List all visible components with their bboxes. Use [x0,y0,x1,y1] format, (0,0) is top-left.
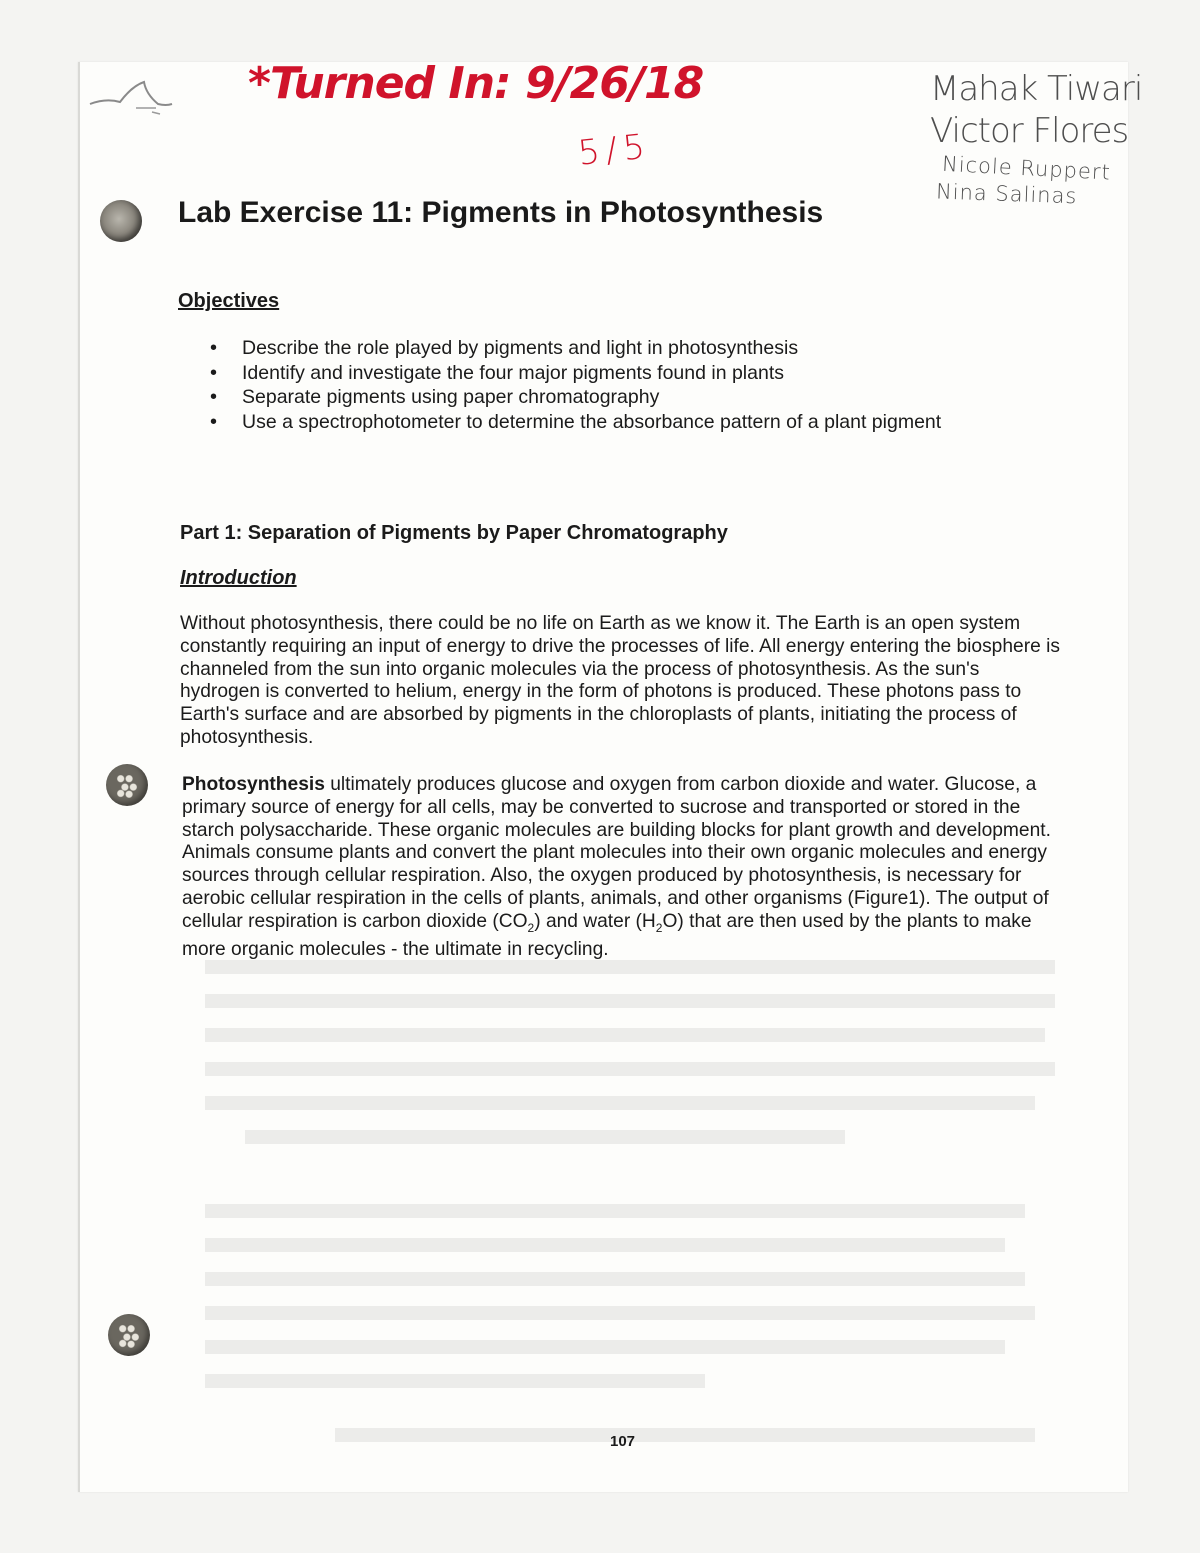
paragraph-text: ultimately produces glucose and oxygen from carbon dioxide and water. Glucose, a primary source of energy for all cells, may be converted to sucrose and transported or stored in the starch polysaccharide. These organic molecules are building blocks for plant growth and development. Animals consume plants and convert the plant molecules into their own organic molecules and energy sources through cellular respiration. Also, the oxygen produced by photosynthesis, is necessary for aerobic cellular respiration in the cells of plants, animals, and other organisms (Figure1). The output of cellular respiration is carbon dioxide (CO [182,774,1051,932]
binder-hole-middle [106,764,148,806]
subscript: 2 [655,920,663,935]
binder-hole-top [100,200,142,242]
list-item: • Identify and investigate the four major pigments found in plants [210,361,941,386]
page-number: 107 [610,1433,636,1450]
corner-scribble [86,74,176,120]
student-name: Victor Flores [930,111,1129,151]
intro-paragraph-2 [182,774,1062,962]
bleed-through-text [205,960,1055,1452]
subscript: 2 [527,920,535,935]
student-name: Nicole Ruppert [941,151,1112,185]
objectives-heading: Objectives [178,290,280,312]
grade-annotation: 5/5 [576,126,653,174]
list-item: • Separate pigments using paper chromatography [210,385,941,410]
paragraph-text: ) and water (H [534,910,656,932]
objectives-list [210,336,941,434]
turned-in-annotation: *Turned In: 9/26/18 [248,58,704,109]
student-names [930,68,1142,208]
student-name: Mahak Tiwari [930,69,1143,109]
intro-paragraph-1: Without photosynthesis, there could be no life on Earth as we know it. The Earth is an open system constantly requiring an input of energy to drive the processes of life. All energy entering the biosphere is channeled from the sun into organic molecules via the process of photosynthesis. As the sun's hydrogen is converted to helium, energy in the form of photons is produced. These photons pass to Earth's surface and are absorbed by pigments in the chloroplasts of plants, initiating the process of photosynthesis. [180,613,1060,748]
page-edge [78,62,80,1492]
paragraph-text: O) that are then used by the plants to make more organic molecules - the ultimate in recycling. [182,910,1032,961]
list-item: • Use a spectrophotometer to determine the absorbance pattern of a plant pigment [210,410,941,435]
student-name: Nina Salinas [935,179,1078,209]
introduction-heading: Introduction [180,567,297,589]
list-item: • Describe the role played by pigments and light in photosynthesis [210,336,941,361]
page-title: Lab Exercise 11: Pigments in Photosynthesis [178,196,824,229]
binder-hole-bottom [108,1314,150,1356]
photosynthesis-term: Photosynthesis [182,774,325,795]
part1-heading: Part 1: Separation of Pigments by Paper Chromatography [180,522,728,544]
